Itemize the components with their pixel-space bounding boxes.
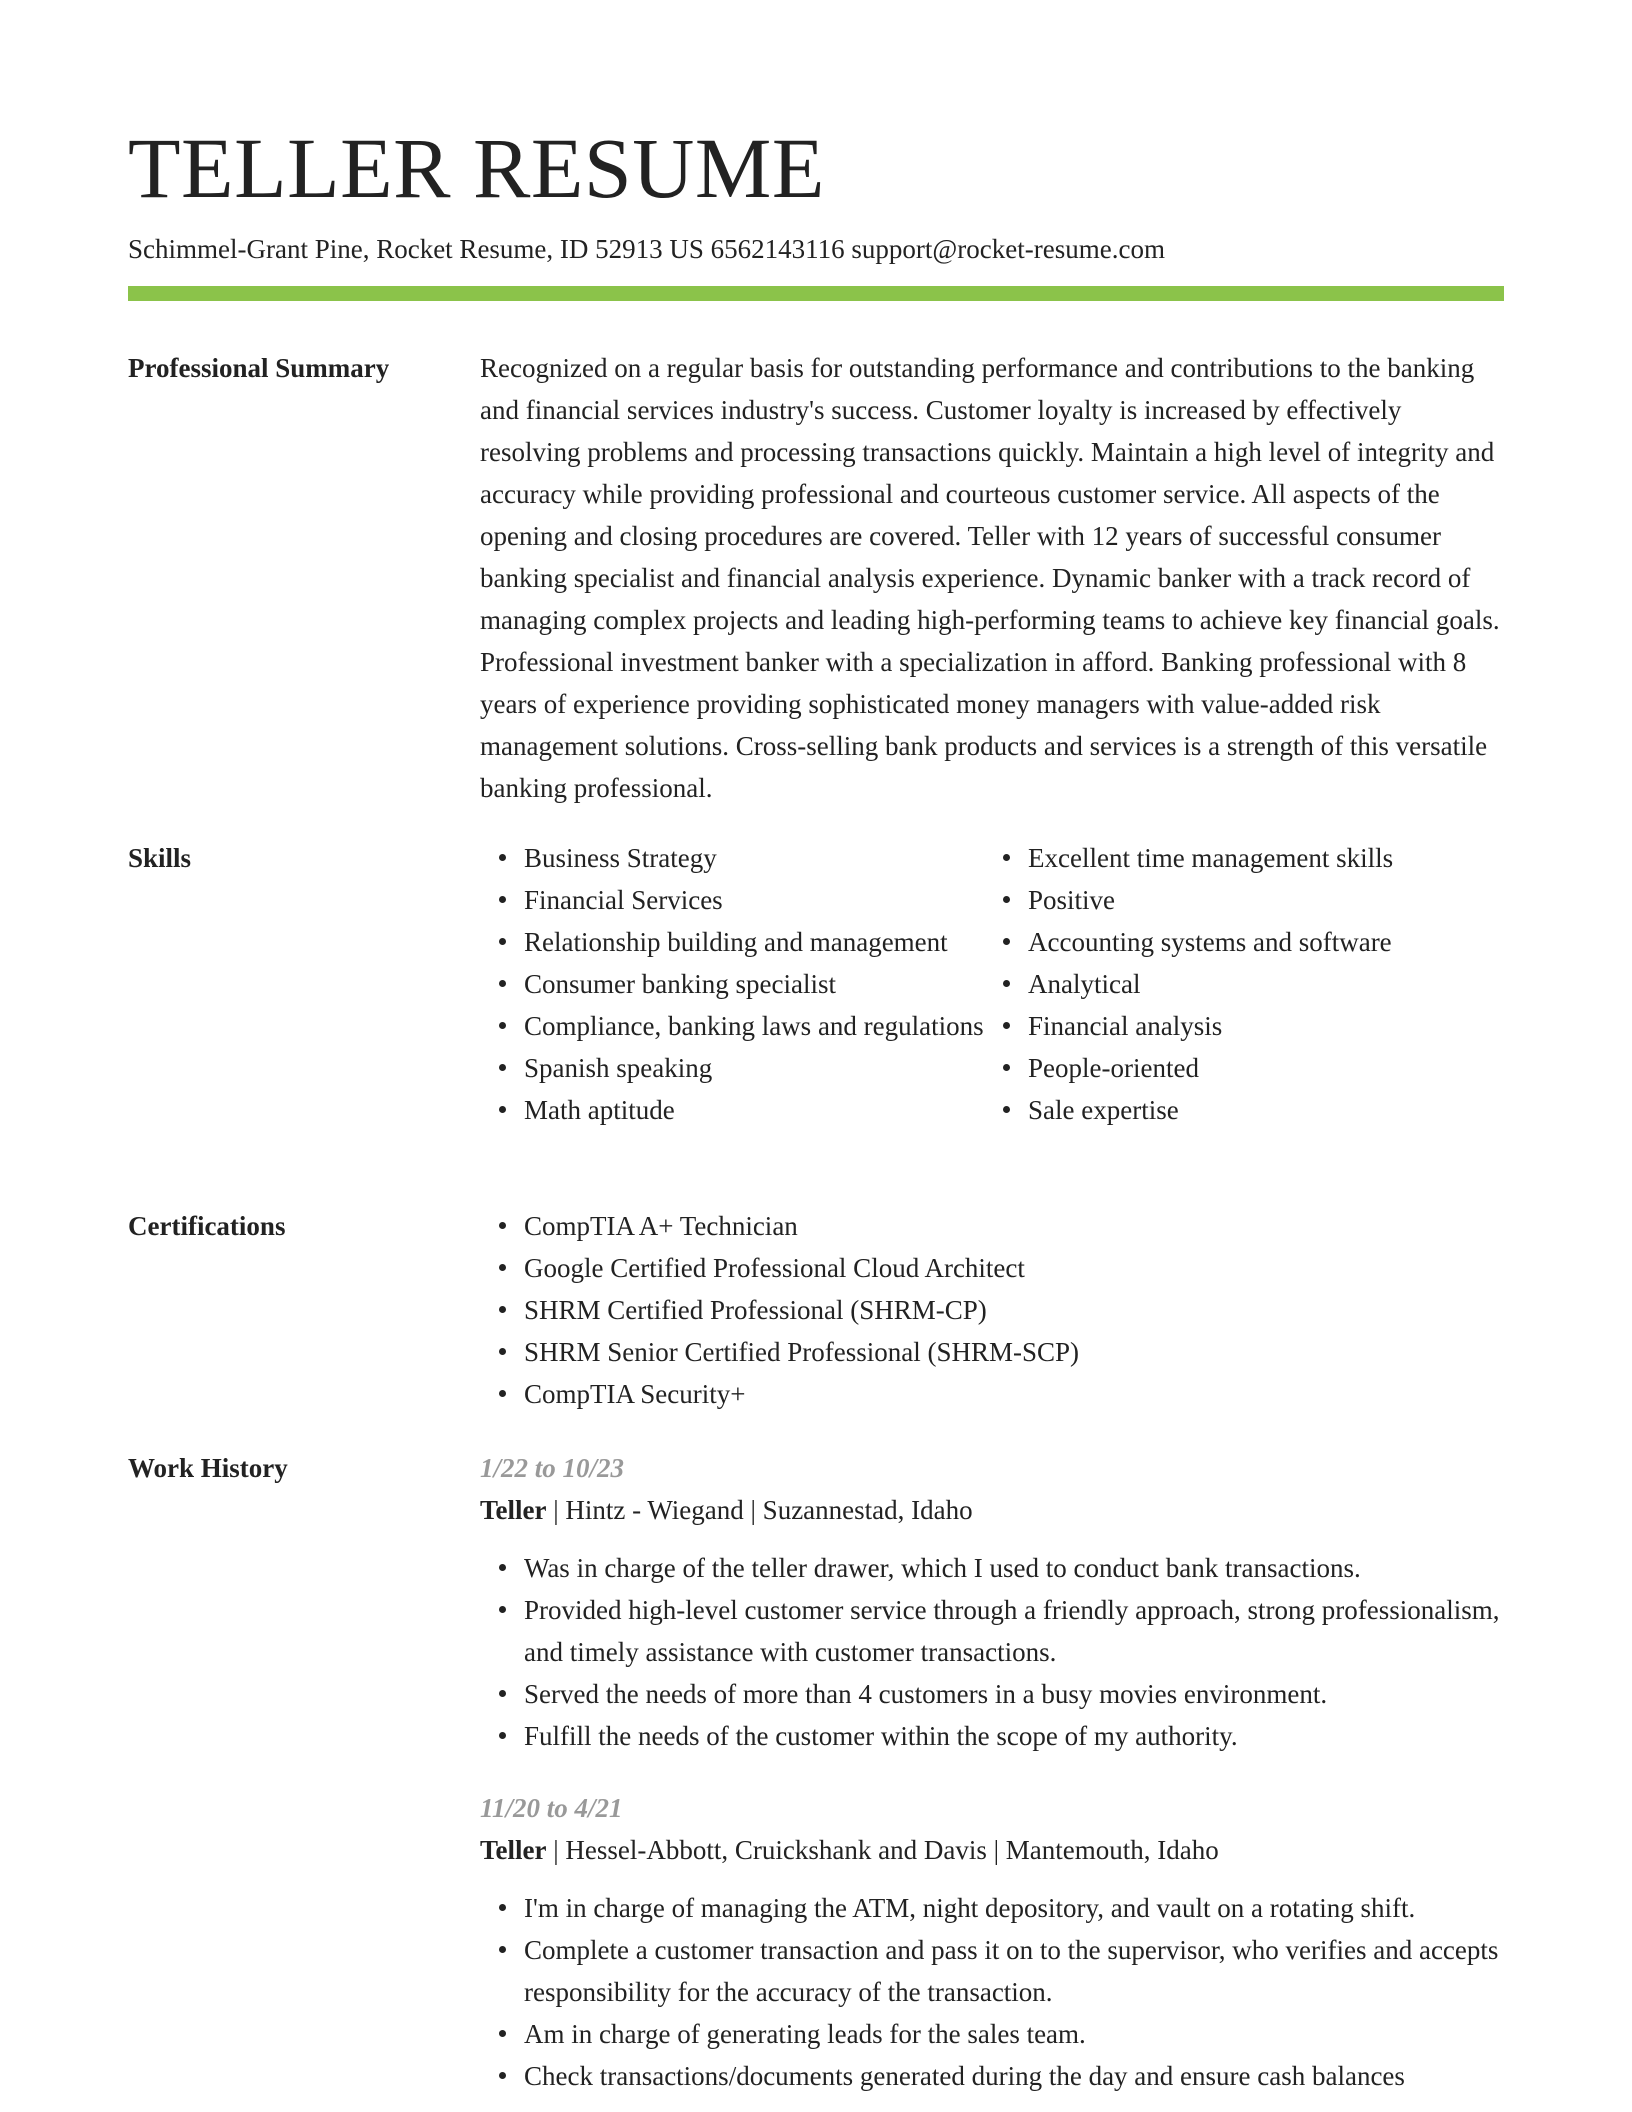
skills-list-left [480,837,984,1131]
job-bullets [480,1547,1504,1757]
job-dates: 1/22 to 10/23 [480,1453,625,1483]
summary-text: Recognized on a regular basis for outstanding performance and contributions to the banking and financial services industry's success. Customer loyalty is increased by effectively resolving problems and processing transactions quickly. Maintain a high level of integrity and accuracy while providing professional and courteous customer service. All aspects of the opening and closing procedures are covered. Teller with 12 years of successful consumer banking specialist and financial analysis experience. Dynamic banker with a track record of managing complex projects and leading high-performing teams to achieve key financial goals. Professional investment banker with a specialization in afford. Banking professional with 8 years of experience providing sophisticated money managers with value-added risk management solutions. Cross-selling bank products and services is a strength of this versatile banking professional. [480,353,1500,803]
skills-body [480,837,1504,1131]
job-details: | Hintz - Wiegand | Suzannestad, Idaho [546,1495,973,1525]
certifications-body [480,1205,1504,1415]
job-bullet: Am in charge of generating leads for the sales team. [524,2013,1504,2055]
job-bullet: Complete a customer transaction and pass it on to the supervisor, who verifies and accepts responsibility for the accuracy of the transaction. [524,1929,1504,2013]
work-history-heading: Work History [128,1453,288,1483]
contact-line: Schimmel-Grant Pine, Rocket Resume, ID 52913 US 6562143116 support@rocket-resume.com [128,234,1165,264]
skill-item: Math aptitude [524,1089,984,1131]
skill-item: Financial Services [524,879,984,921]
skill-item: Sale expertise [1028,1089,1504,1131]
skill-item: People-oriented [1028,1047,1504,1089]
skill-item: Business Strategy [524,837,984,879]
skill-item: Analytical [1028,963,1504,1005]
skills-column-right [984,837,1504,1131]
certifications-list [480,1205,1504,1415]
skill-item: Consumer banking specialist [524,963,984,1005]
summary-heading: Professional Summary [128,353,390,383]
resume-title: TELLER RESUME [128,120,825,216]
job-bullet: Fulfill the needs of the customer within the scope of my authority. [524,1715,1504,1757]
job-entry [480,1787,1504,2097]
skills-heading: Skills [128,843,192,873]
job-heading [480,1829,1504,1871]
job-bullet: Check transactions/documents generated during the day and ensure cash balances [524,2055,1504,2097]
skill-item: Spanish speaking [524,1047,984,1089]
skills-column-left [480,837,984,1131]
job-heading [480,1489,1504,1531]
summary-body [480,347,1504,809]
certification-item: CompTIA Security+ [524,1373,1504,1415]
job-bullet: Was in charge of the teller drawer, which I used to conduct bank transactions. [524,1547,1504,1589]
certification-item: CompTIA A+ Technician [524,1205,1504,1247]
job-dates: 11/20 to 4/21 [480,1793,623,1823]
job-title: Teller [480,1835,547,1865]
certification-item: SHRM Certified Professional (SHRM-CP) [524,1289,1504,1331]
skill-item: Positive [1028,879,1504,921]
skills-columns [480,837,1504,1131]
job-bullet: Served the needs of more than 4 customers in a busy movies environment. [524,1673,1504,1715]
job-bullet: I'm in charge of managing the ATM, night depository, and vault on a rotating shift. [524,1887,1504,1929]
job-bullets [480,1887,1504,2097]
certification-item: SHRM Senior Certified Professional (SHRM-SCP) [524,1331,1504,1373]
job-bullet: Provided high-level customer service through a friendly approach, strong professionalism, and timely assistance with customer transactions. [524,1589,1504,1673]
skill-item: Relationship building and management [524,921,984,963]
job-details: | Hessel-Abbott, Cruickshank and Davis | Mantemouth, Idaho [546,1835,1219,1865]
job-entry [480,1447,1504,1757]
accent-divider [128,286,1504,301]
certification-item: Google Certified Professional Cloud Architect [524,1247,1504,1289]
skill-item: Excellent time management skills [1028,837,1504,879]
job-title: Teller [480,1495,547,1525]
skill-item: Accounting systems and software [1028,921,1504,963]
skills-list-right [984,837,1504,1131]
certifications-heading: Certifications [128,1211,286,1241]
skill-item: Compliance, banking laws and regulations [524,1005,984,1047]
skill-item: Financial analysis [1028,1005,1504,1047]
